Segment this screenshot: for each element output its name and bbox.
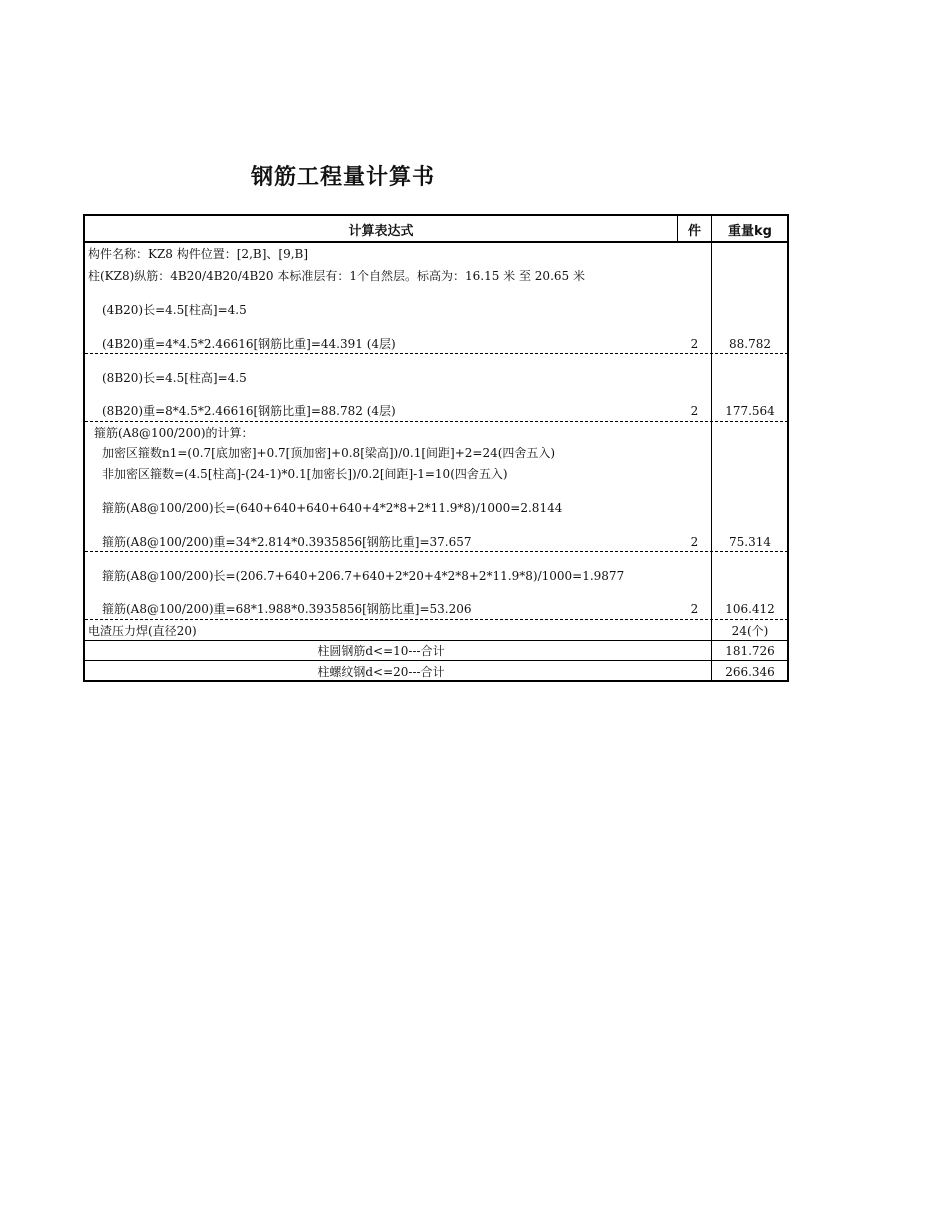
group2-count: 2 [690, 404, 699, 418]
page-title: 钢筋工程量计算书 [251, 165, 436, 190]
summary-round-bar-label: 柱圆钢筋d<=10---合计 [317, 644, 445, 658]
row-divider [85, 353, 788, 354]
group2-weight-formula: (8B20)重=8*4.5*2.46616[钢筋比重]=88.782 (4层) [102, 404, 396, 418]
group4-weight-formula: 箍筋(A8@100/200)重=68*1.988*0.3935856[钢筋比重]=53.206 [102, 602, 472, 616]
row-divider [85, 551, 788, 552]
stirrup-heading: 箍筋(A8@100/200)的计算： [94, 426, 254, 440]
group1-count: 2 [690, 337, 699, 351]
group1-length: (4B20)长=4.5[柱高]=4.5 [102, 303, 247, 317]
header-count: 件 [687, 224, 701, 239]
group1-weight: 88.782 [729, 337, 771, 351]
weld-label: 电渣压力焊(直径20) [88, 624, 197, 638]
row-divider [85, 619, 788, 620]
summary-threaded-bar-label: 柱螺纹钢d<=20---合计 [317, 665, 445, 679]
row-divider [85, 421, 788, 422]
group2-weight: 177.564 [725, 404, 775, 418]
stirrup-dense-count: 加密区箍数n1=(0.7[底加密]+0.7[顶加密]+0.8[梁高])/0.1[间距]+2=24(四舍五入) [102, 446, 556, 460]
header-weight: 重量kg [728, 224, 772, 239]
row-divider [85, 660, 788, 661]
group4-count: 2 [690, 602, 699, 616]
group1-weight-formula: (4B20)重=4*4.5*2.46616[钢筋比重]=44.391 (4层) [102, 337, 396, 351]
group3-weight-formula: 箍筋(A8@100/200)重=34*2.814*0.3935856[钢筋比重]=37.657 [102, 535, 472, 549]
rebar-spec-line: 柱(KZ8)纵筋：4B20/4B20/4B20 本标准层有：1个自然层。标高为：16.15 米 至 20.65 米 [88, 269, 585, 283]
group3-weight: 75.314 [729, 535, 771, 549]
group3-length: 箍筋(A8@100/200)长=(640+640+640+640+4*2*8+2*11.9*8)/1000=2.8144 [102, 501, 563, 515]
summary-round-bar-value: 181.726 [725, 644, 775, 658]
header-expression: 计算表达式 [348, 224, 414, 239]
header-bottom-border [83, 241, 789, 243]
group4-weight: 106.412 [725, 602, 775, 616]
table-bottom-border [83, 680, 789, 682]
summary-threaded-bar-value: 266.346 [725, 665, 775, 679]
weld-value: 24(个) [731, 624, 769, 638]
component-name-line: 构件名称：KZ8 构件位置：[2,B]、[9,B] [88, 247, 309, 261]
stirrup-sparse-count: 非加密区箍数=(4.5[柱高]-(24-1)*0.1[加密长])/0.2[间距]-1=10(四舍五入) [102, 467, 508, 481]
group3-count: 2 [690, 535, 699, 549]
group2-length: (8B20)长=4.5[柱高]=4.5 [102, 371, 247, 385]
group4-length: 箍筋(A8@100/200)长=(206.7+640+206.7+640+2*20+4*2*8+2*11.9*8)/1000=1.9877 [102, 569, 625, 583]
table-top-border [83, 214, 789, 216]
row-divider [85, 640, 788, 641]
